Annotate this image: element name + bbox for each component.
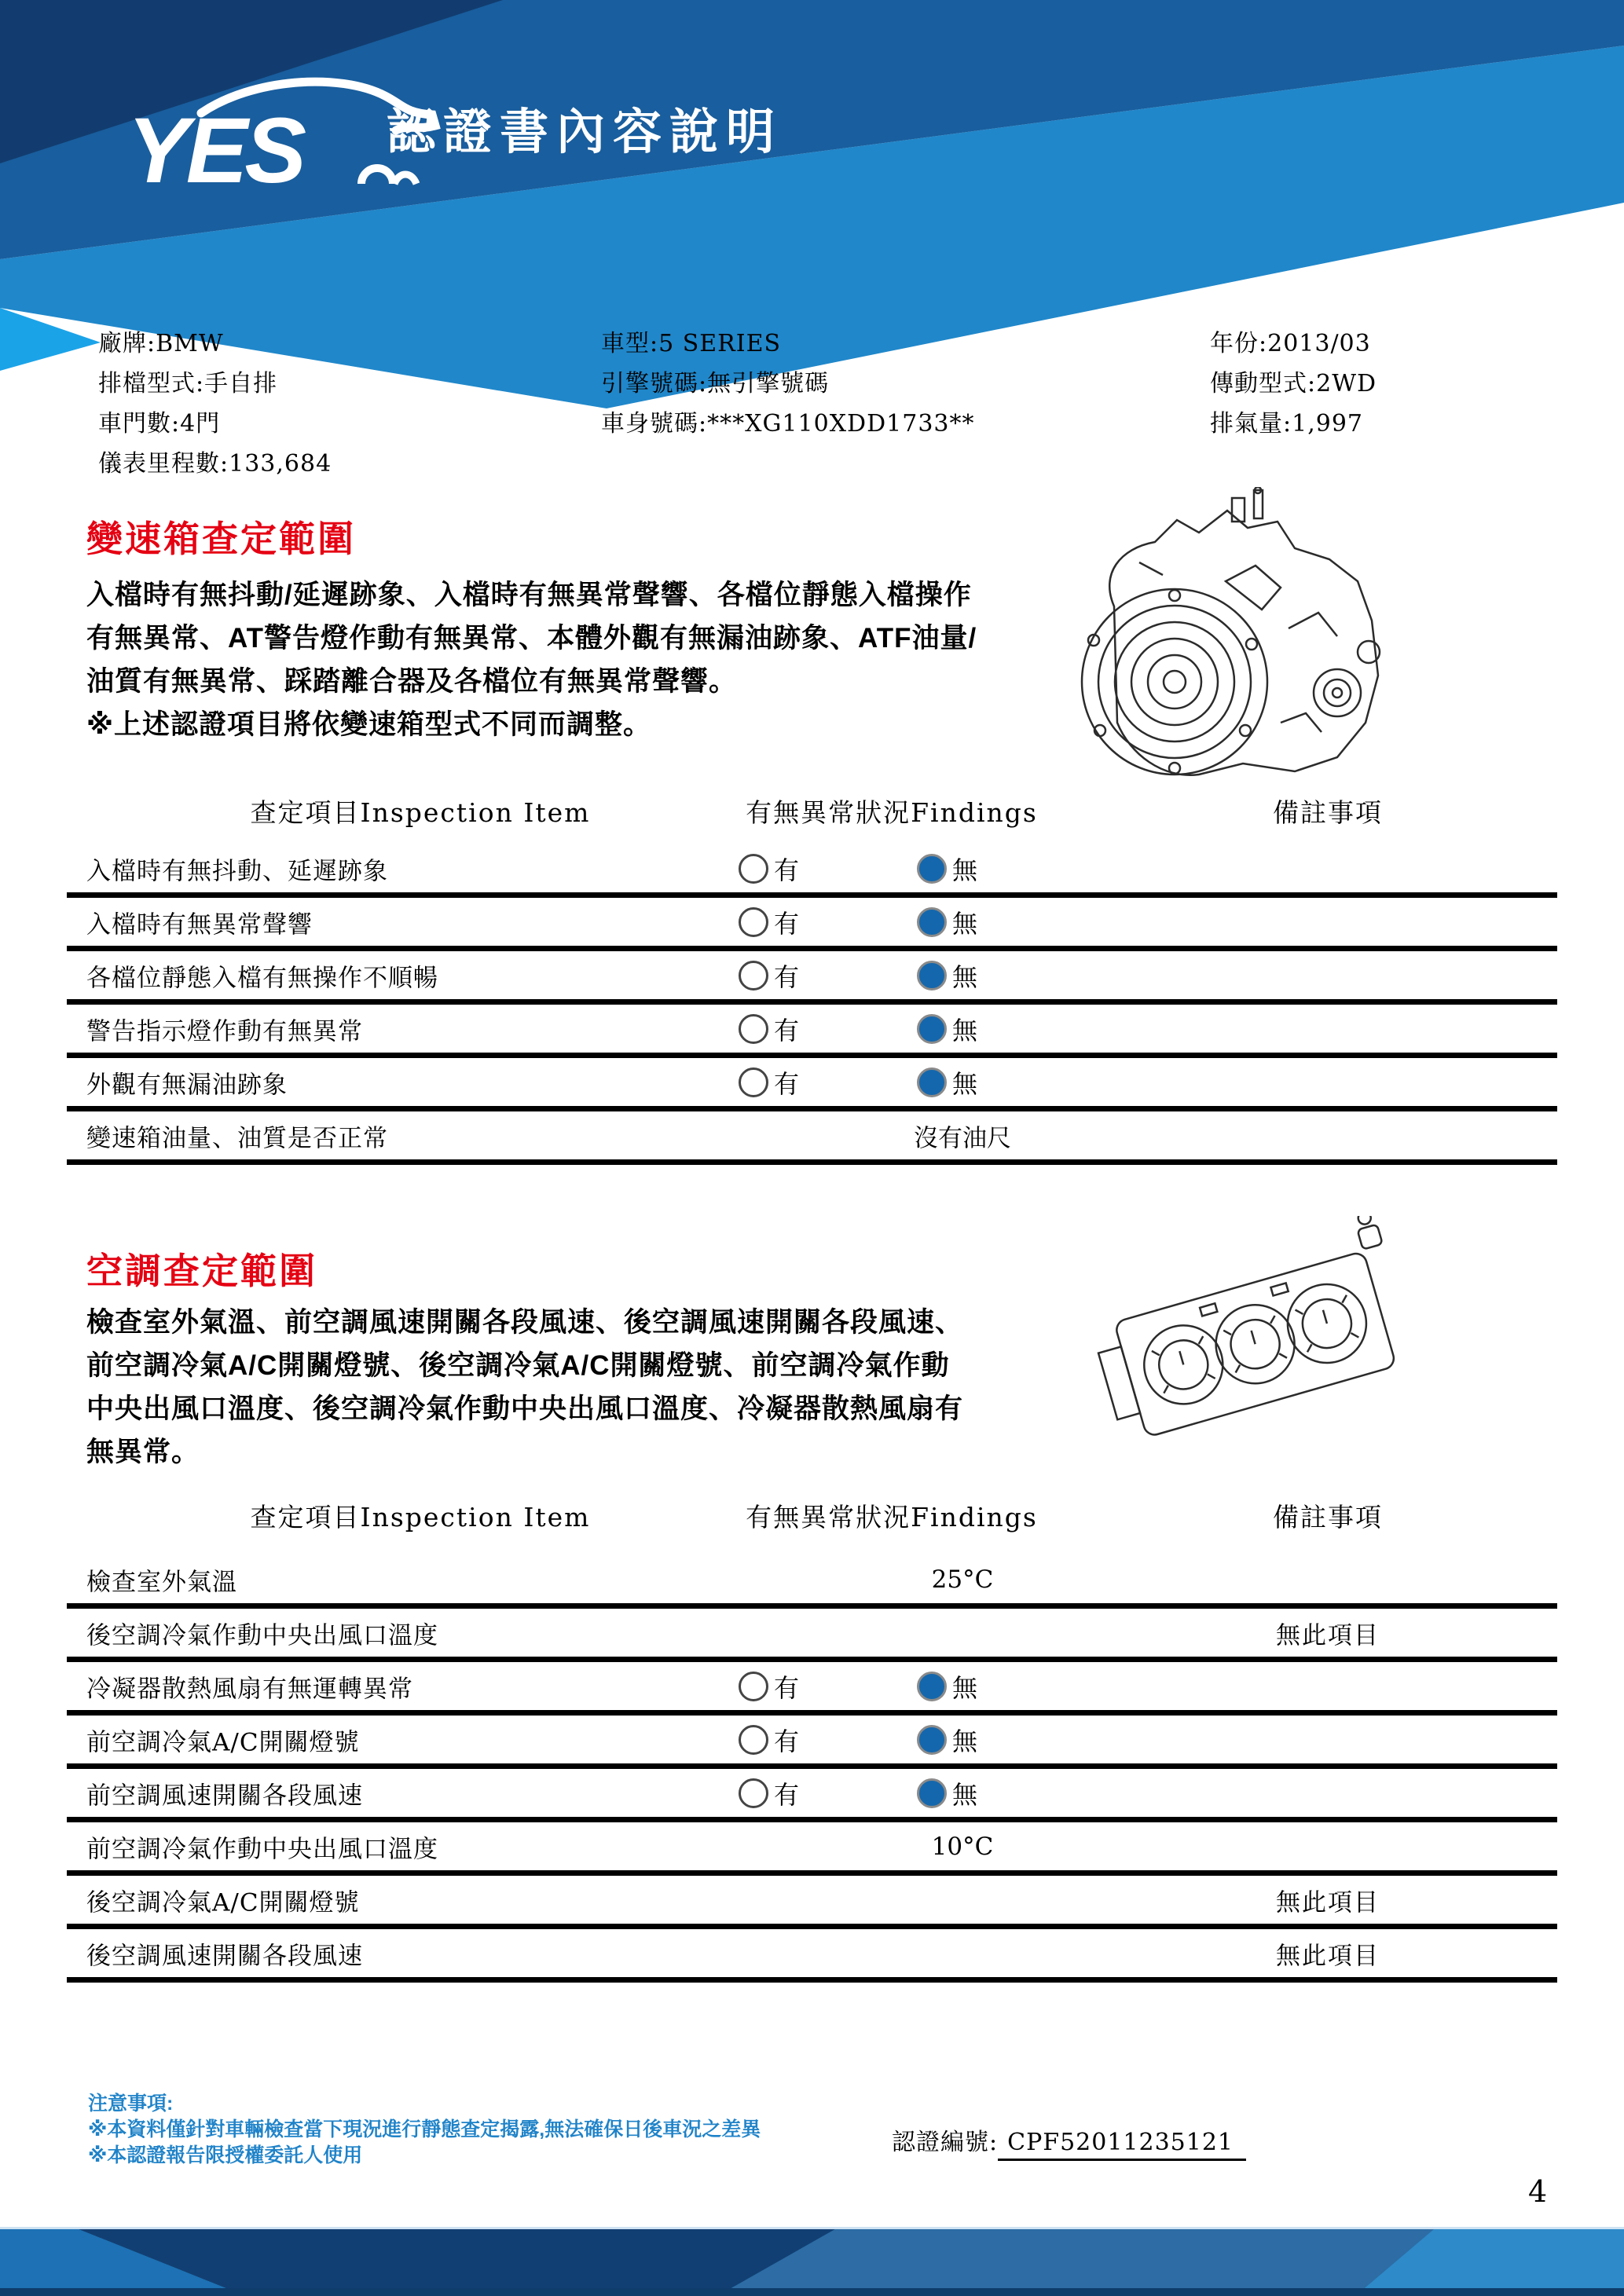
- radio-yes-label: 有: [774, 908, 800, 939]
- radio-yes-label: 有: [774, 1779, 800, 1810]
- note-line: ※本資料僅針對車輛檢查當下現況進行靜態查定揭露,無法確保日後車況之差異: [88, 2118, 761, 2140]
- door-count-field: 車門數:4門: [98, 410, 221, 438]
- radio-yes: [739, 1014, 768, 1044]
- radio-no-selected: [917, 1778, 947, 1808]
- findings-radio-group: [739, 1668, 977, 1705]
- radio-no-selected: [917, 907, 947, 937]
- table-row: [67, 1111, 1557, 1165]
- certificate-number-label: 認證編號:: [892, 2129, 999, 2156]
- radio-yes: [739, 1067, 768, 1097]
- column-header-findings: 有無異常狀況Findings: [746, 1502, 1038, 1532]
- footer-band-graphic: [0, 2227, 1624, 2292]
- table-row: [67, 1058, 1557, 1111]
- model-field: 車型:5 SERIES: [601, 330, 782, 357]
- findings-radio-group: [739, 851, 977, 887]
- transmission-section-title: 變速箱查定範圍: [86, 518, 356, 559]
- table-row: [67, 898, 1557, 951]
- radio-no-label: 無: [952, 961, 978, 992]
- table-row: [67, 1929, 1557, 1983]
- page-number: 4: [1528, 2174, 1548, 2209]
- table-row: [67, 844, 1557, 898]
- desc-line: 入檔時有無抖動/延遲跡象、入檔時有無異常聲響、各檔位靜態入檔操作: [86, 580, 972, 610]
- table-row: [67, 1822, 1557, 1876]
- radio-no-selected: [917, 854, 947, 884]
- brand-field: 廠牌:BMW: [98, 330, 224, 357]
- table-row: [67, 1716, 1557, 1769]
- column-header-item: 查定項目Inspection Item: [250, 797, 591, 828]
- remark-value: 無此項目: [1276, 1888, 1380, 1917]
- findings-radio-group: [739, 1722, 977, 1758]
- findings-radio-group: [739, 904, 977, 940]
- radio-yes: [739, 1725, 768, 1755]
- radio-yes: [739, 1778, 768, 1808]
- ac-control-panel-illustration: [1088, 1216, 1418, 1463]
- radio-yes: [739, 1672, 768, 1701]
- desc-line: 前空調冷氣A/C開關燈號、後空調冷氣A/C開關燈號、前空調冷氣作動: [86, 1350, 950, 1381]
- certificate-number-value: CPF52011235121: [998, 2129, 1246, 2161]
- certificate-number-field: [892, 2122, 1246, 2157]
- table-row: [67, 1876, 1557, 1929]
- footer-band-shapes: [0, 2229, 1624, 2292]
- year-field: 年份:2013/03: [1210, 330, 1371, 357]
- radio-yes-label: 有: [774, 1068, 800, 1099]
- radio-yes-label: 有: [774, 1672, 800, 1703]
- inspection-item-label: 後空調風速開關各段風速: [86, 1942, 363, 1970]
- table-row: [67, 951, 1557, 1005]
- ac-inspection-table: [67, 1492, 1557, 1983]
- inspection-item-label: 各檔位靜態入檔有無操作不順暢: [86, 964, 438, 992]
- radio-no-selected: [917, 1067, 947, 1097]
- inspection-item-label: 外觀有無漏油跡象: [86, 1071, 288, 1099]
- inspection-item-label: 警告指示燈作動有無異常: [86, 1017, 363, 1045]
- radio-yes-label: 有: [774, 855, 800, 885]
- gearbox-type-field: 排檔型式:手自排: [98, 370, 278, 397]
- ac-section-description: [86, 1301, 1139, 1474]
- car-wheel-squiggle-icon: [394, 174, 416, 184]
- column-header-remark: 備註事項: [1273, 797, 1383, 828]
- desc-line: 油質有無異常、踩踏離合器及各檔位有無異常聲響。: [86, 666, 738, 697]
- radio-yes: [739, 961, 768, 991]
- table-row: [67, 1609, 1557, 1662]
- desc-line: 檢查室外氣溫、前空調風速開關各段風速、後空調風速開關各段風速、: [86, 1307, 964, 1338]
- column-header-item: 查定項目Inspection Item: [250, 1502, 591, 1532]
- table-header-row: [67, 1492, 1557, 1555]
- radio-no-selected: [917, 1014, 947, 1044]
- table-row: [67, 1555, 1557, 1609]
- remark-value: 無此項目: [1276, 1942, 1380, 1970]
- radio-no-label: 無: [952, 1779, 978, 1810]
- footer-bottom-strip: [0, 2288, 1624, 2296]
- finding-value: 沒有油尺: [914, 1124, 1011, 1152]
- car-wheel-icon: [361, 168, 393, 184]
- inspection-item-label: 前空調風速開關各段風速: [86, 1782, 363, 1810]
- radio-no-label: 無: [952, 855, 978, 885]
- transmission-illustration: [1045, 487, 1414, 793]
- vehicle-info: [0, 324, 1624, 489]
- radio-yes-label: 有: [774, 961, 800, 992]
- table-header-row: [67, 788, 1557, 844]
- radio-no-selected: [917, 1672, 947, 1701]
- table-row: [67, 1769, 1557, 1822]
- table-row: [67, 1662, 1557, 1716]
- engine-number-field: 引擎號碼:無引擎號碼: [601, 370, 830, 397]
- radio-no-selected: [917, 1725, 947, 1755]
- inspection-item-label: 冷凝器散熱風扇有無運轉異常: [86, 1675, 413, 1703]
- vin-field: 車身號碼:***XG110XDD1733**: [601, 410, 975, 438]
- vehicle-info-col3: [1210, 324, 1377, 444]
- transmission-section-description: [86, 573, 1139, 746]
- desc-line: 有無異常、AT警告燈作動有無異常、本體外觀有無漏油跡象、ATF油量/: [86, 623, 977, 654]
- radio-no-label: 無: [952, 1726, 978, 1756]
- inspection-item-label: 變速箱油量、油質是否正常: [86, 1124, 388, 1152]
- radio-yes: [739, 854, 768, 884]
- note-line: ※本認證報告限授權委託人使用: [88, 2144, 363, 2166]
- inspection-item-label: 前空調冷氣作動中央出風口溫度: [86, 1835, 438, 1863]
- desc-line: ※上述認證項目將依變速箱型式不同而調整。: [86, 709, 652, 740]
- logo-text: YES: [127, 99, 304, 202]
- inspection-item-label: 入檔時有無抖動、延遲跡象: [86, 857, 388, 885]
- displacement-field: 排氣量:1,997: [1210, 410, 1363, 438]
- notes-title: 注意事項:: [88, 2093, 174, 2115]
- inspection-item-label: 檢查室外氣溫: [86, 1568, 237, 1596]
- vehicle-info-col1: [98, 324, 332, 484]
- page-title: 認證書內容說明: [387, 105, 783, 159]
- findings-radio-group: [739, 1011, 977, 1047]
- ac-section-title: 空調查定範圍: [86, 1251, 317, 1291]
- radio-yes-label: 有: [774, 1726, 800, 1756]
- radio-yes: [739, 907, 768, 937]
- table-row: [67, 1005, 1557, 1058]
- inspection-item-label: 後空調冷氣A/C開關燈號: [86, 1888, 360, 1917]
- column-header-remark: 備註事項: [1273, 1502, 1383, 1532]
- radio-no-label: 無: [952, 1015, 978, 1045]
- finding-value: 25°C: [931, 1565, 994, 1594]
- radio-no-selected: [917, 961, 947, 991]
- radio-no-label: 無: [952, 1068, 978, 1099]
- column-header-findings: 有無異常狀況Findings: [746, 797, 1038, 828]
- findings-radio-group: [739, 958, 977, 994]
- inspection-item-label: 入檔時有無異常聲響: [86, 910, 313, 939]
- radio-no-label: 無: [952, 908, 978, 939]
- odometer-field: 儀表里程數:133,684: [98, 450, 332, 478]
- inspection-item-label: 後空調冷氣作動中央出風口溫度: [86, 1621, 438, 1650]
- transmission-inspection-table: [67, 788, 1557, 1165]
- remark-value: 無此項目: [1276, 1621, 1380, 1650]
- radio-yes-label: 有: [774, 1015, 800, 1045]
- findings-radio-group: [739, 1064, 977, 1100]
- desc-line: 中央出風口溫度、後空調冷氣作動中央出風口溫度、冷凝器散熱風扇有: [86, 1393, 964, 1424]
- drivetrain-field: 傳動型式:2WD: [1210, 370, 1377, 397]
- finding-value: 10°C: [931, 1832, 994, 1861]
- findings-radio-group: [739, 1775, 977, 1811]
- radio-no-label: 無: [952, 1672, 978, 1703]
- desc-line: 無異常。: [86, 1437, 200, 1467]
- inspection-item-label: 前空調冷氣A/C開關燈號: [86, 1728, 360, 1756]
- footer-notes: [88, 2091, 761, 2169]
- vehicle-info-col2: [601, 324, 975, 444]
